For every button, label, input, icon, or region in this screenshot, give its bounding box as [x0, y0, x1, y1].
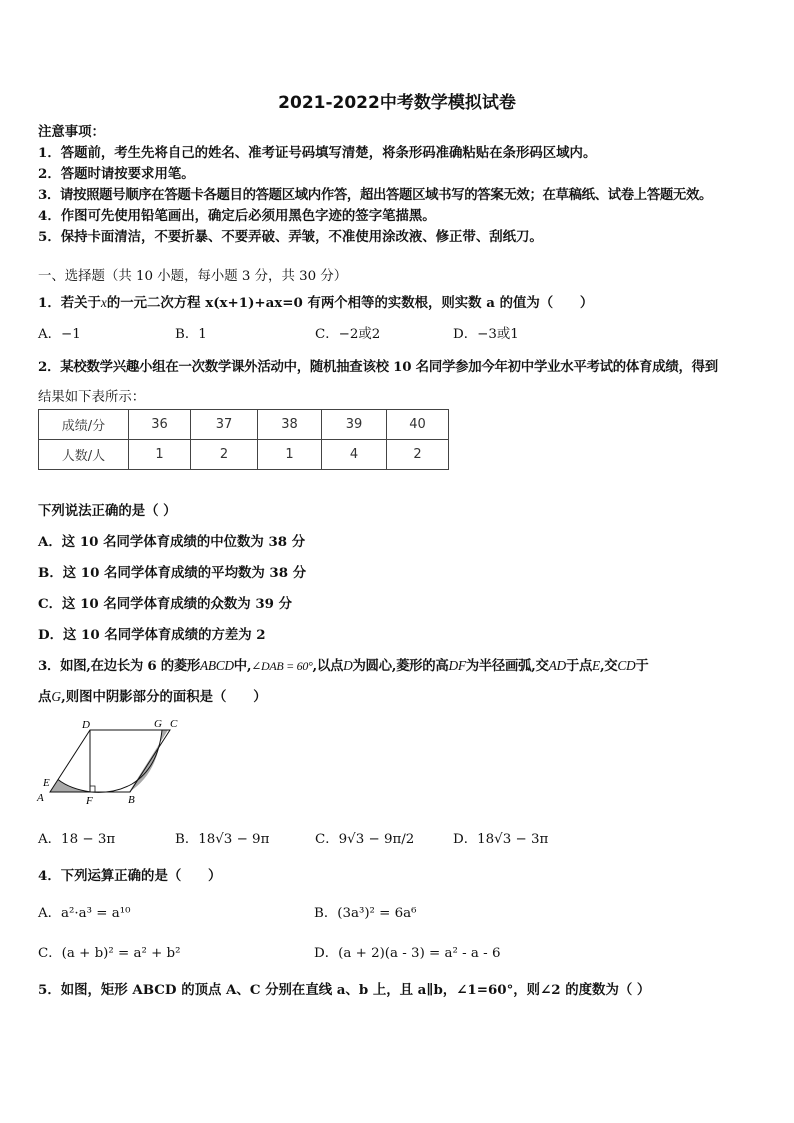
q2-option-a: A．这 10 名同学体育成绩的中位数为 38 分 [38, 534, 306, 550]
q3-math: CD [617, 658, 636, 673]
table-row [39, 440, 449, 470]
question-1-stem [38, 292, 593, 311]
q3-math: ABCD [200, 658, 234, 673]
table-row-header: 成绩/分 [39, 410, 129, 440]
q3-option-d: D．18√3 − 3π [453, 832, 549, 847]
q1-option-d: D．−3或1 [453, 327, 519, 342]
table-cell: 37 [191, 410, 258, 440]
label-e: E [43, 777, 50, 789]
shaded-region-left [50, 780, 91, 793]
q3-option-a: A．18 − 3π [38, 832, 116, 847]
label-d: D [82, 719, 90, 731]
q1-pre: 1．若关于 [38, 295, 101, 311]
table-cell: 40 [387, 410, 449, 440]
q3-text: 为半径画弧,交 [465, 658, 549, 674]
q3-math: D [343, 658, 353, 673]
q3-text: 于 [635, 658, 649, 674]
q3-math: E [592, 658, 600, 673]
q1-post: 的一元二次方程 x(x+1)+ax=0 有两个相等的实数根，则实数 a 的值为（ ） [106, 295, 594, 311]
question-3-line-2 [38, 686, 267, 705]
label-f: F [86, 795, 93, 807]
label-a: A [37, 792, 44, 804]
q2-option-d: D．这 10 名同学体育成绩的方差为 2 [38, 627, 266, 643]
question-2-line-2: 结果如下表所示： [38, 390, 146, 405]
question-5-stem: 5．如图，矩形 ABCD 的顶点 A、C 分别在直线 a、b 上，且 a∥b，∠1=60°，则∠2 的度数为（ ） [38, 982, 651, 998]
right-angle-mark [90, 786, 95, 792]
q2-option-b: B．这 10 名同学体育成绩的平均数为 38 分 [38, 565, 307, 581]
q3-text: ,则图中阴影部分的面积是（ ） [61, 689, 267, 705]
q3-angle: ∠DAB = 60° [251, 659, 313, 673]
question-2-stem: 下列说法正确的是（ ） [38, 503, 177, 519]
label-g: G [154, 718, 162, 730]
table-cell: 2 [387, 440, 449, 470]
q3-text: 为圆心,菱形的高 [352, 658, 449, 674]
q3-option-b: B．18√3 − 9π [175, 832, 270, 847]
q3-text: 点 [38, 689, 52, 705]
q3-text: ,交 [599, 658, 618, 674]
q3-option-c: C．9√3 − 9π/2 [315, 832, 415, 847]
q2-option-c: C．这 10 名同学体育成绩的众数为 39 分 [38, 596, 293, 612]
q1-option-b: B．1 [175, 327, 207, 342]
q1-option-a: A．−1 [38, 327, 81, 342]
label-b: B [128, 794, 135, 806]
table-cell: 39 [322, 410, 387, 440]
q1-option-c: C．−2或2 [315, 327, 381, 342]
notice-heading: 注意事项： [38, 124, 105, 140]
question-4-stem: 4．下列运算正确的是（ ） [38, 868, 222, 884]
table-cell: 36 [129, 410, 191, 440]
q3-text: ,以点 [312, 658, 344, 674]
q3-math: G [51, 689, 62, 704]
score-table [38, 409, 449, 470]
q3-text: 于点 [565, 658, 593, 674]
q3-text: 3．如图,在边长为 6 的菱形 [38, 658, 201, 674]
notice-item-5: 5．保持卡面清洁，不要折暴、不要弄破、弄皱，不准使用涂改液、修正带、刮纸刀。 [38, 229, 543, 245]
notice-item-1: 1．答题前，考生先将自己的姓名、准考证号码填写清楚，将条形码准确粘贴在条形码区域内。 [38, 145, 597, 161]
page-title: 2021-2022中考数学模拟试卷 [278, 93, 516, 113]
question-2-line-1: 2．某校数学兴趣小组在一次数学课外活动中，随机抽查该校 10 名同学参加今年初中学业水平考试的体育成绩，得到 [38, 359, 718, 375]
q4-option-d: D．(a + 2)(a - 3) = a² - a - 6 [314, 946, 501, 961]
notice-item-3: 3．请按照题号顺序在答题卡各题目的答题区域内作答，超出答题区域书写的答案无效；在草稿纸、试卷上答题无效。 [38, 187, 713, 203]
table-cell: 4 [322, 440, 387, 470]
q4-option-a: A．a²·a³ = a¹⁰ [38, 906, 131, 921]
arc-eg [58, 730, 162, 792]
table-cell: 38 [258, 410, 322, 440]
label-c: C [170, 718, 178, 730]
table-row-header: 人数/人 [39, 440, 129, 470]
q3-math: DF [448, 658, 466, 673]
q4-option-c: C．(a + b)² = a² + b² [38, 946, 181, 961]
section-heading: 一、选择题（共 10 小题，每小题 3 分，共 30 分） [38, 269, 348, 284]
q3-math: AD [548, 658, 566, 673]
q3-text: 中, [233, 658, 252, 674]
notice-item-4: 4．作图可先使用铅笔画出，确定后必须用黑色字迹的签字笔描黑。 [38, 208, 436, 224]
table-row [39, 410, 449, 440]
rhombus-figure [34, 712, 194, 812]
q1-variable: x [100, 295, 107, 310]
notice-item-2: 2．答题时请按要求用笔。 [38, 166, 195, 182]
question-3-line-1 [38, 655, 649, 674]
q4-option-b: B．(3a³)² = 6a⁶ [314, 906, 417, 921]
table-cell: 1 [129, 440, 191, 470]
table-cell: 2 [191, 440, 258, 470]
table-cell: 1 [258, 440, 322, 470]
